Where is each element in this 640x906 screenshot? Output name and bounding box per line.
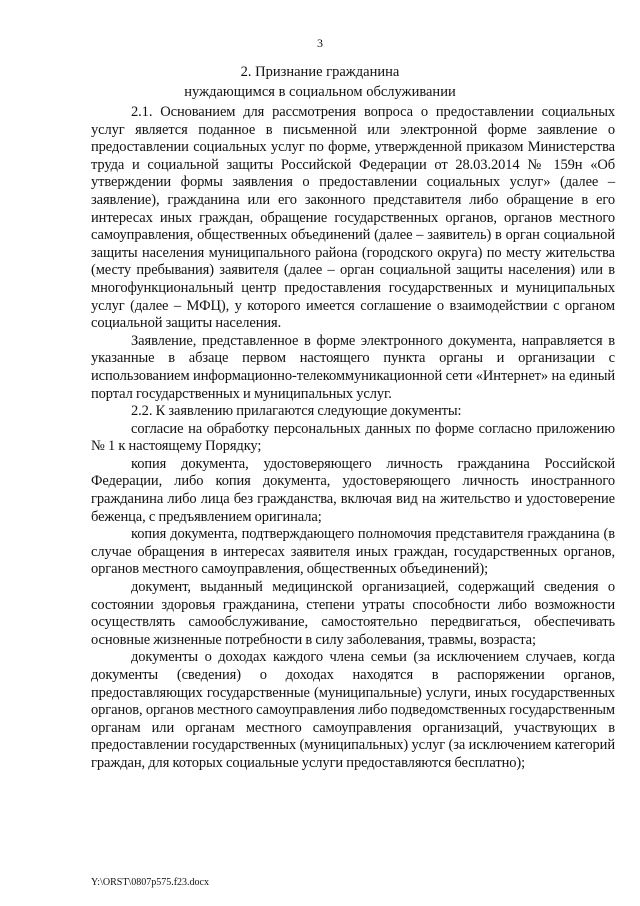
page-number: 3 xyxy=(317,36,323,50)
paragraph-electronic-form: Заявление, представленное в форме электронного документа, направляется в указанные в абзаце первом настоящего пункта органы и организации с использованием информационно-телекоммуникационной сети «Интернет» на единый портал государственных и муниципальных услуг. xyxy=(91,332,615,402)
list-item-income-documents: документы о доходах каждого члена семьи (за исключением случаев, когда документы (сведения) о доходах находятся в распоряжении органов, предоставляющих государственные (муниципальные) услуги, иных государственных органов, органов местного самоуправления либо подведомственных государственным органам или органам местного самоуправления организаций, участвующих в предоставлении государственных (муниципальных) услуг (за исключением категорий граждан, для которых социальные услуги предоставляются бесплатно); xyxy=(91,649,615,771)
section-title-line1: 2. Признание гражданина xyxy=(240,64,400,80)
list-item-identity-copy: копия документа, удостоверяющего личность гражданина Российской Федерации, либо копия документа, удостоверяющего личность иностранного гражданина либо лица без гражданства, включая вид на жительство и удостоверение беженца, с предъявлением оригинала; xyxy=(91,455,615,525)
paragraph-2-2: 2.2. К заявлению прилагаются следующие документы: xyxy=(131,403,462,420)
section-heading xyxy=(0,62,640,102)
file-path-footer: Y:\ORST\0807p575.f23.docx xyxy=(91,877,209,888)
document-body xyxy=(91,104,615,773)
list-item-authority-copy: копия документа, подтверждающего полномочия представителя гражданина (в случае обращения в интересах заявителя иных граждан, государственных органов, органов местного самоуправления, общественных объединений); xyxy=(91,526,615,578)
section-title-line2: нуждающимся в социальном обслуживании xyxy=(184,84,456,100)
list-item-medical-document: документ, выданный медицинской организацией, содержащий сведения о состоянии здоровья гражданина, степени утраты способности либо возможности осуществлять самообслуживание, самостоятельно передвигаться, обеспечивать основные жизненные потребности в силу заболевания, травмы, возраста; xyxy=(91,579,615,648)
paragraph-2-1: 2.1. Основанием для рассмотрения вопроса о предоставлении социальных услуг является поданное в письменной или электронной форме заявление о предоставлении социальных услуг по форме, утвержденной приказом Министерства труда и социальной защиты Российской Федерации от 28.03.2014 № 159н «Об утверждении формы заявления о предоставлении социальных услуг» (далее – заявление), гражданина или его законного представителя либо обращение в его интересах иных граждан, обращение государственных органов, органов местного самоуправления, общественных объединений (далее – заявитель) в орган социальной защиты населения муниципального района (городского округа) по месту жительства (месту пребывания) заявителя (далее – орган социальной защиты населения) или в многофункциональный центр предоставления государственных и муниципальных услуг (далее – МФЦ), у которого имеется соглашение о взаимодействии с органом социальной защиты населения. xyxy=(91,104,615,332)
list-item-consent: согласие на обработку персональных данных по форме согласно приложению № 1 к настоящему Порядку; xyxy=(91,420,615,455)
